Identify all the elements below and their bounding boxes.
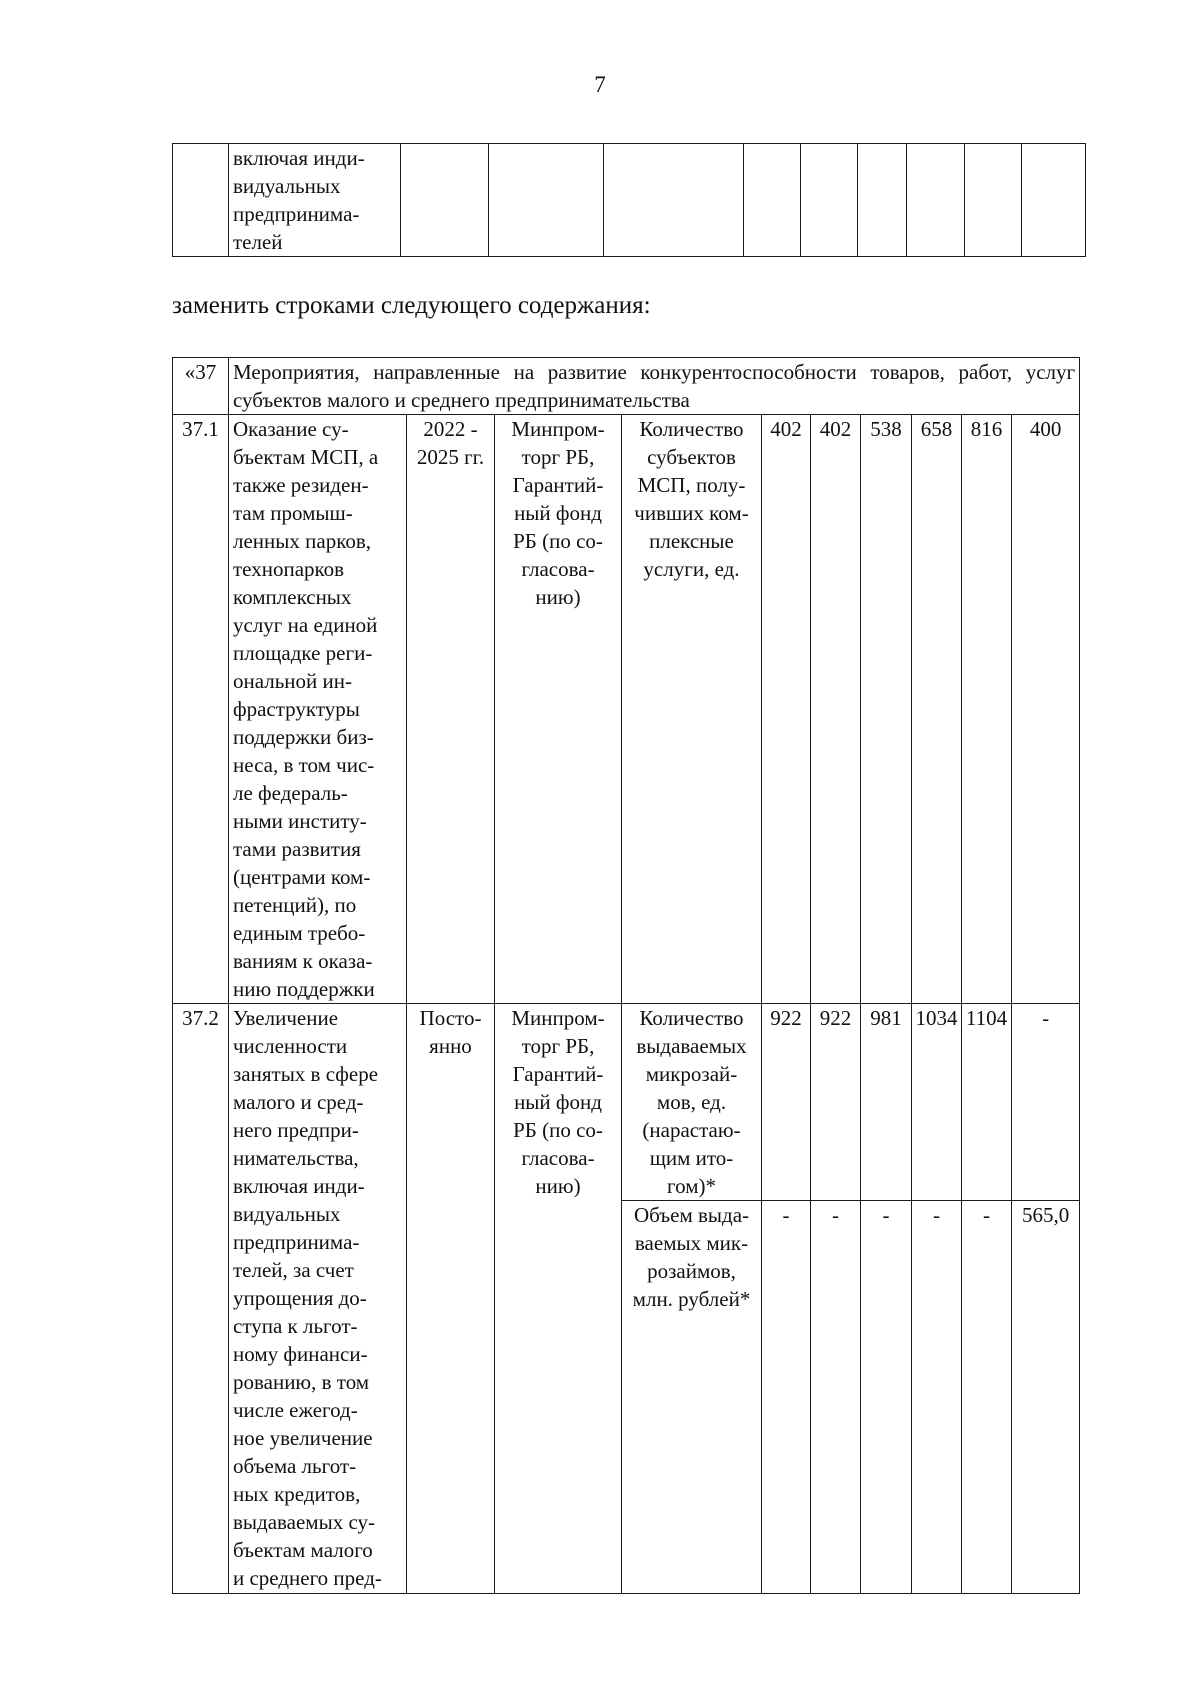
indicator-label: Количество субъектов МСП, полу- чивших ком- плексные услуги, ед.: [622, 415, 762, 1004]
indicator-value: 402: [762, 415, 811, 1004]
table-cell: [801, 144, 858, 257]
indicator-value: 981: [861, 1004, 912, 1201]
section-title: Мероприятия, направленные на развитие конкурентоспособности товаров, работ, услуг субъектов малого и среднего предпринимательства: [229, 358, 1080, 415]
indicator-label: Количество выдаваемых микрозай- мов, ед. (нарастаю- щим ито- гом)*: [622, 1004, 762, 1201]
instruction-text: заменить строками следующего содержания:: [172, 292, 651, 319]
activity-period: 2022 - 2025 гг.: [407, 415, 495, 1004]
measures-table: [172, 357, 1080, 1594]
table-cell: [489, 144, 604, 257]
table-row: [173, 144, 1086, 257]
indicator-value: -: [1012, 1004, 1080, 1201]
indicator-value: -: [912, 1201, 962, 1594]
row-number: 37.1: [173, 415, 229, 1004]
table-cell: [907, 144, 965, 257]
table-row: [173, 415, 1080, 1004]
indicator-value: 402: [811, 415, 861, 1004]
indicator-value: 565,0: [1012, 1201, 1080, 1594]
activity-period: Посто- янно: [407, 1004, 495, 1594]
indicator-value: 400: [1012, 415, 1080, 1004]
table-cell: [744, 144, 801, 257]
table-cell: [858, 144, 907, 257]
indicator-value: 1034: [912, 1004, 962, 1201]
table-cell: [965, 144, 1022, 257]
activity-name-cell: включая инди- видуальных предпринима- телей: [229, 144, 401, 257]
table-cell: [401, 144, 489, 257]
indicator-value: -: [861, 1201, 912, 1594]
indicator-value: 816: [962, 415, 1012, 1004]
table-cell: [1022, 144, 1086, 257]
previous-table-fragment: [172, 143, 1086, 257]
activity-name: Оказание су- бъектам МСП, а также резиден- там промыш- ленных парков, технопарков комплексных услуг на единой площадке реги- ональной ин- фраструктуры поддержки биз- неса, в том чис- ле федераль- ными институ- тами развития (центрами ком- петенций), по единым требо- ваниям к оказа- нию поддержки: [229, 415, 407, 1004]
indicator-value: 658: [912, 415, 962, 1004]
table-row: [173, 1004, 1080, 1201]
activity-executor: Минпром- торг РБ, Гарантий- ный фонд РБ (по со- гласова- нию): [495, 415, 622, 1004]
activity-name: Увеличение численности занятых в сфере малого и сред- него предпри- нимательства, включая инди- видуальных предпринима- телей, за счет упрощения до- ступа к льгот- ному финанси- рованию, в том числе ежегод- ное увеличение объема льгот- ных кредитов, выдаваемых су- бъектам малого и среднего пред-: [229, 1004, 407, 1594]
indicator-value: 922: [811, 1004, 861, 1201]
row-number: 37.2: [173, 1004, 229, 1594]
indicator-value: -: [762, 1201, 811, 1594]
page-number: 7: [594, 72, 606, 97]
activity-executor: Минпром- торг РБ, Гарантий- ный фонд РБ (по со- гласова- нию): [495, 1004, 622, 1594]
indicator-label: Объем выда- ваемых мик- розаймов, млн. рублей*: [622, 1201, 762, 1594]
table-cell: [604, 144, 744, 257]
section-header-row: [173, 358, 1080, 415]
indicator-value: 538: [861, 415, 912, 1004]
section-number: «37: [173, 358, 229, 415]
table-cell: [173, 144, 229, 257]
indicator-value: 1104: [962, 1004, 1012, 1201]
indicator-value: -: [962, 1201, 1012, 1594]
indicator-value: -: [811, 1201, 861, 1594]
indicator-value: 922: [762, 1004, 811, 1201]
